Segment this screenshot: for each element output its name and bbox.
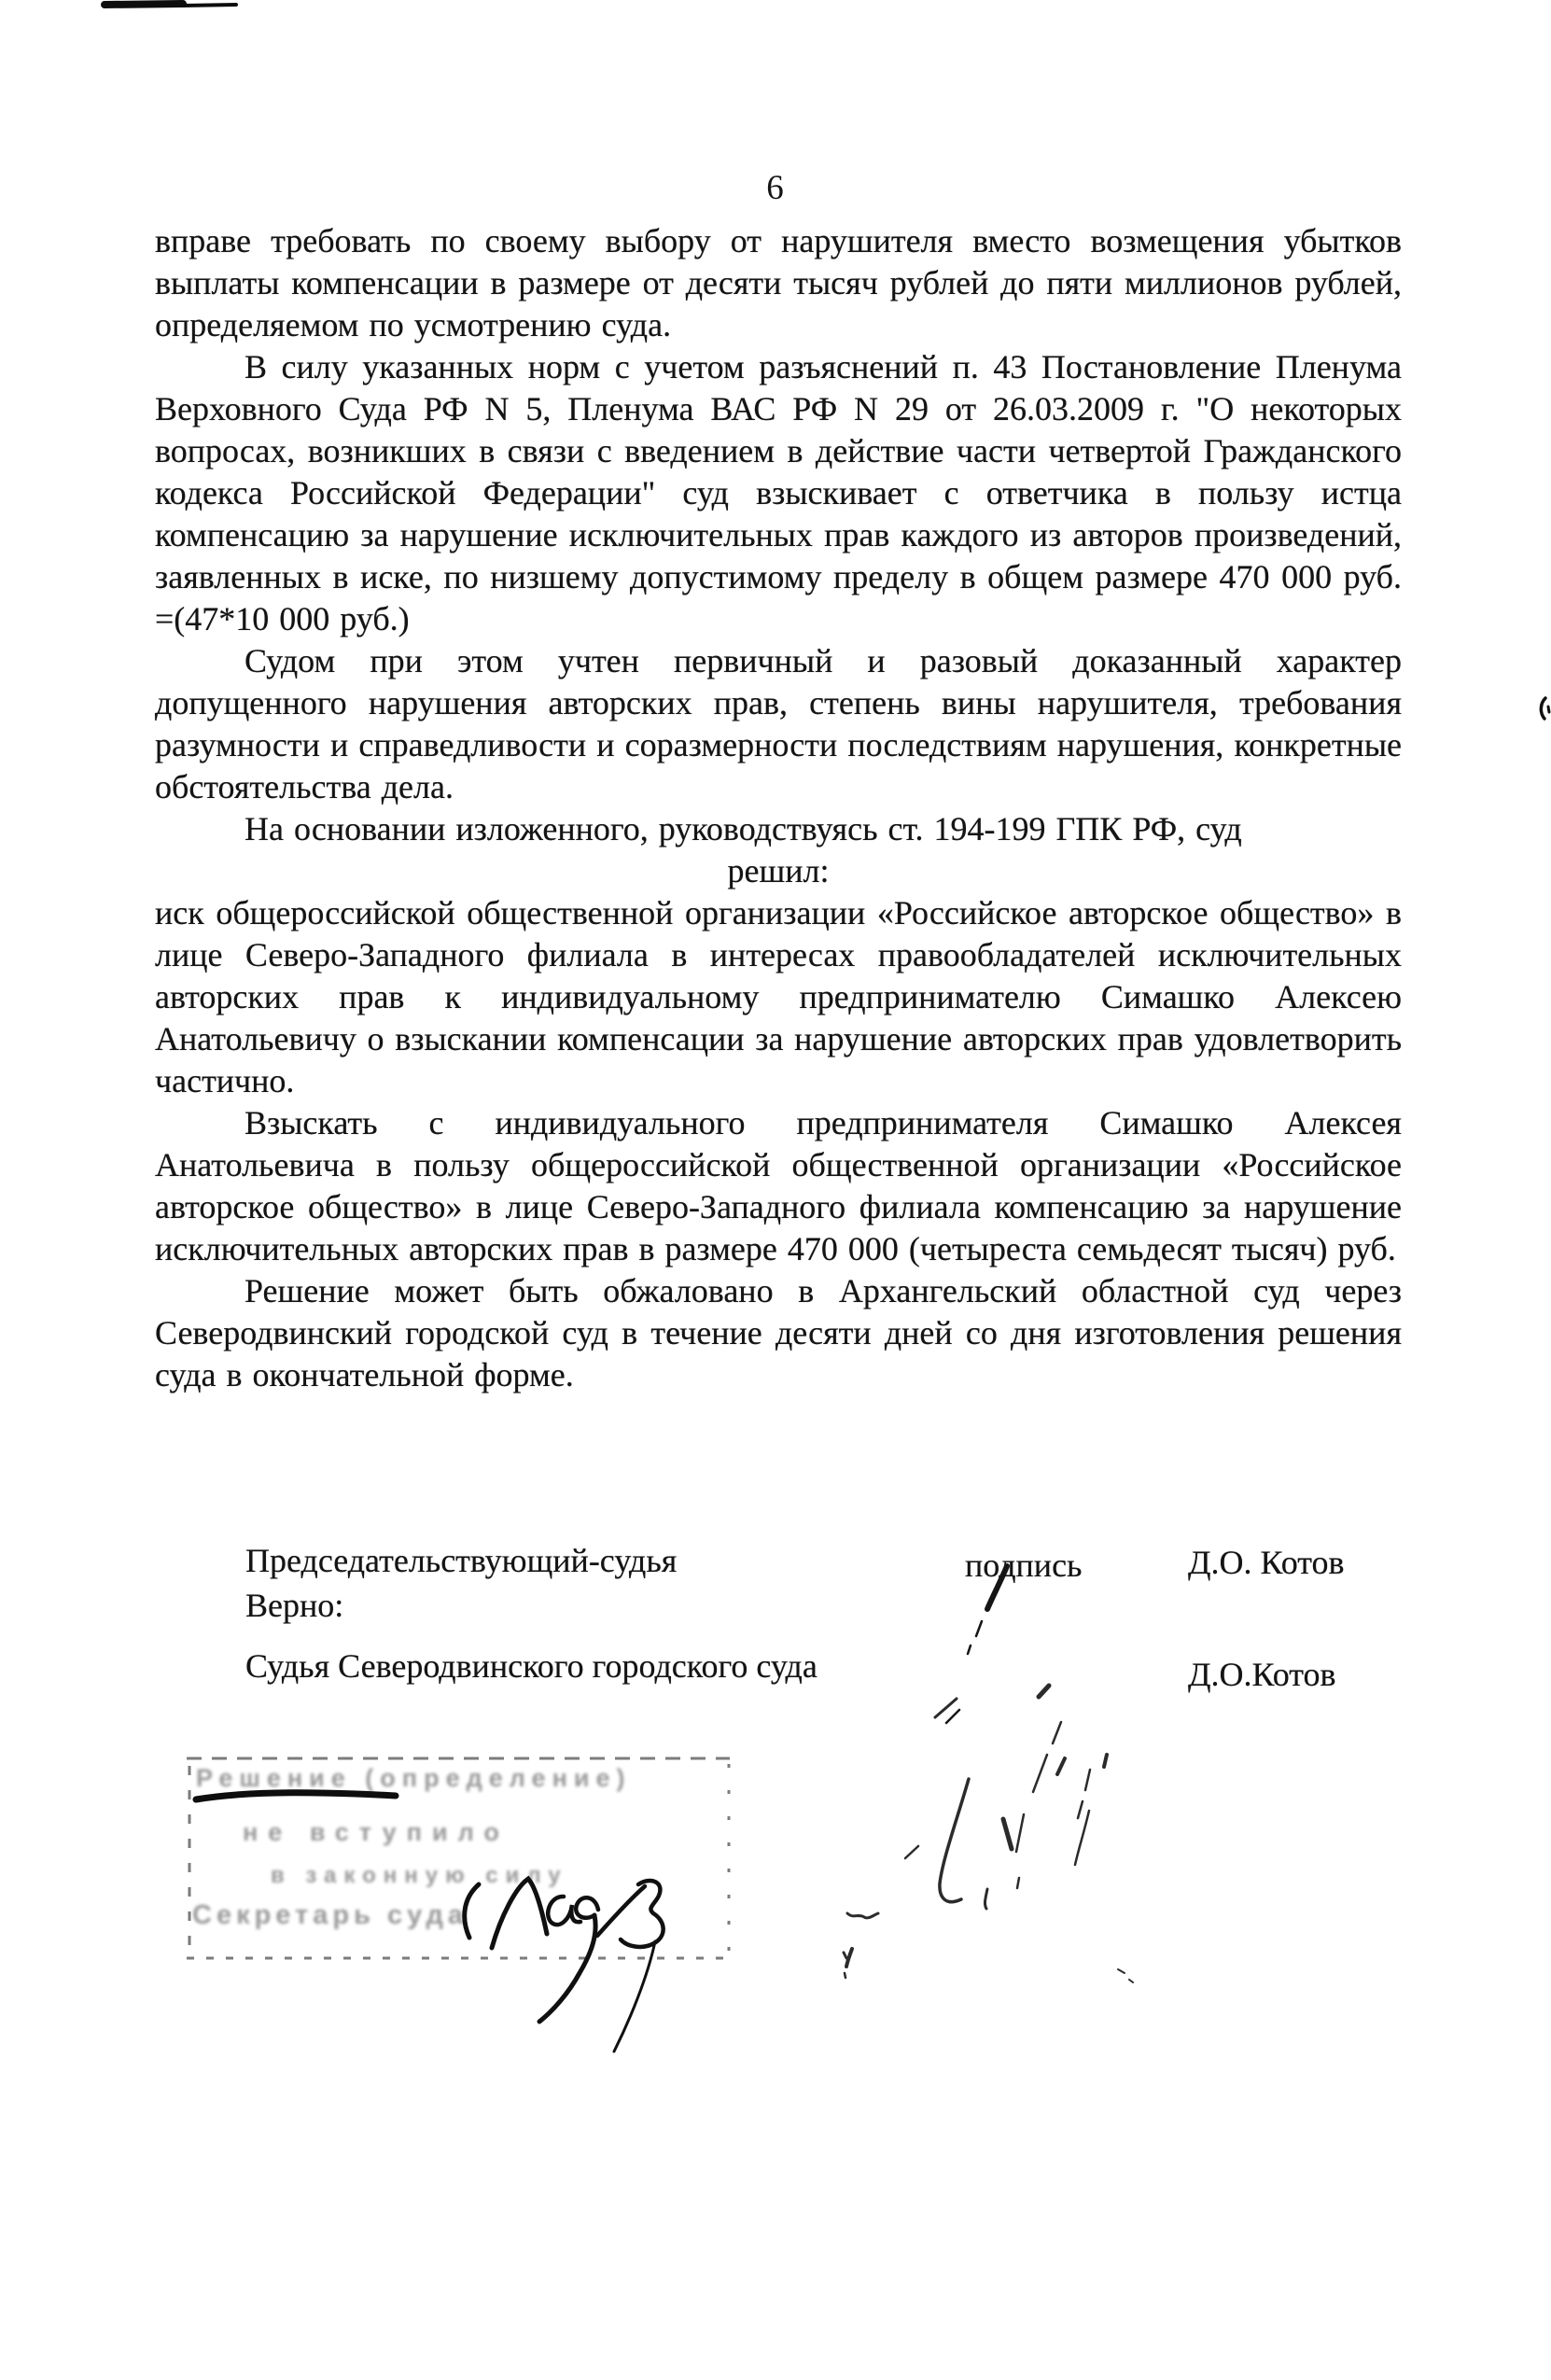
- stamp-line-4: Секретарь суда: [192, 1900, 468, 1930]
- body-paragraph-4: На основании изложенного, руководствуясь ст. 194-199 ГПК РФ, суд: [245, 810, 1242, 847]
- body-paragraph-7: Решение может быть обжаловано в Архангельский областной суд через Северодвинский городской суд в течение десяти дней со дня изготовления решения суда в окончательной форме.: [155, 1272, 1402, 1393]
- court-stamp: [185, 1755, 734, 1958]
- resolution-heading: решил:: [727, 852, 830, 889]
- body-paragraph-1: вправе требовать по своему выбору от нарушителя вместо возмещения убытков выплаты компенсации в размере от десяти тысяч рублей до пяти миллионов рублей, определяемом по усмотрению суда.: [155, 222, 1402, 343]
- judge-name: Д.О.Котов: [1188, 1656, 1336, 1693]
- pen-mark-under-signature-note: [946, 1566, 1007, 1723]
- body-paragraph-2: В силу указанных норм с учетом разъяснений п. 43 Постановление Пленума Верховного Суда РФ N 5, Пленума ВАС РФ N 29 от 26.03.2009 г. "О некоторых вопросах, возникших в связи с введением в действие части четвертой Гражданского кодекса Российской Федерации" суд взыскивает с ответчика в пользу истца компенсацию за нарушение исключительных прав каждого из авторов произведений, заявленных в иске, по низшему допустимому пределу в общем размере 470 000 руб. =(47*10 000 руб.): [155, 348, 1402, 637]
- scan-artifact-top-line: [105, 4, 236, 6]
- body-paragraph-3: Судом при этом учтен первичный и разовый доказанный характер допущенного нарушения авторских прав, степень вины нарушителя, требования разумности и справедливости и соразмерности последствиям нарушения, конкретные обстоятельства дела.: [155, 642, 1402, 805]
- stamp-line-3: в законную силу: [271, 1863, 568, 1888]
- right-edge-ink-mark: [1541, 698, 1549, 719]
- body-paragraph-5: иск общероссийской общественной организации «Российское авторское общество» в лице Северо-Западного филиала в интересах правообладателей исключительных авторских прав к индивидуальному предпринимателю Симашко Алексею Анатольевичу о взыскании компенсации за нарушение авторских прав удовлетворить частично.: [155, 894, 1402, 1099]
- page-number: 6: [766, 169, 785, 207]
- judge-title: Судья Северодвинского городского суда: [245, 1647, 817, 1685]
- document-body: [155, 220, 1402, 1396]
- presiding-judge-name: Д.О. Котов: [1188, 1544, 1345, 1581]
- presiding-judge-label: Председательствующий-судья: [245, 1542, 678, 1579]
- body-paragraph-6: Взыскать с индивидуального предпринимателя Симашко Алексея Анатольевича в пользу общероссийской общественной организации «Российское авторское общество» в лице Северо-Западного филиала компенсацию за нарушение исключительных авторских прав в размере 470 000 (четыреста семьдесят тысяч) руб.: [155, 1104, 1402, 1267]
- signature-note: подпись: [965, 1547, 1083, 1584]
- verno-label: Верно:: [245, 1587, 344, 1624]
- stamp-line-1: Решение (определение): [196, 1764, 632, 1792]
- faint-judge-signature: [844, 1686, 1133, 1982]
- stamp-line-2: не вступило: [243, 1818, 510, 1846]
